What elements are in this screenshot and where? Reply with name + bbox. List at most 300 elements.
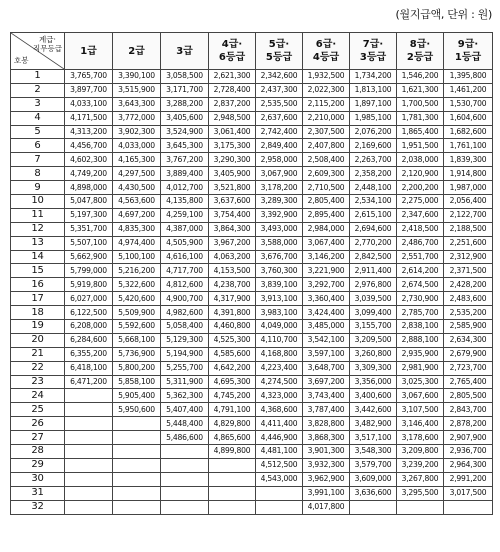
salary-cell: 4,259,100 (161, 208, 209, 222)
salary-cell: 5,799,000 (65, 264, 113, 278)
salary-cell (350, 500, 397, 514)
salary-cell: 3,579,700 (350, 458, 397, 472)
salary-cell: 2,742,400 (256, 125, 303, 139)
step-cell: 18 (11, 306, 65, 320)
salary-cell: 3,067,600 (397, 389, 444, 403)
salary-cell: 5,058,400 (161, 320, 209, 334)
salary-cell: 2,056,400 (444, 195, 493, 209)
salary-cell: 1,914,800 (444, 167, 493, 181)
salary-cell: 2,679,900 (444, 347, 493, 361)
salary-cell: 5,905,400 (113, 389, 161, 403)
salary-cell: 3,424,400 (303, 306, 350, 320)
salary-cell: 5,216,200 (113, 264, 161, 278)
salary-cell: 2,964,300 (444, 458, 493, 472)
salary-cell: 4,865,600 (209, 431, 256, 445)
table-row (11, 83, 493, 97)
salary-cell: 3,171,700 (161, 83, 209, 97)
salary-cell: 5,197,300 (65, 208, 113, 222)
step-cell: 13 (11, 236, 65, 250)
salary-cell: 2,115,200 (303, 97, 350, 111)
salary-cell: 3,542,100 (303, 333, 350, 347)
salary-cell: 3,493,000 (256, 222, 303, 236)
salary-cell: 2,849,400 (256, 139, 303, 153)
salary-cell: 3,107,500 (397, 403, 444, 417)
salary-cell: 3,839,100 (256, 278, 303, 292)
salary-cell: 3,932,300 (303, 458, 350, 472)
salary-cell: 4,697,200 (113, 208, 161, 222)
salary-cell: 3,178,600 (397, 431, 444, 445)
salary-cell: 5,362,300 (161, 389, 209, 403)
salary-cell: 5,255,700 (161, 361, 209, 375)
step-cell: 7 (11, 153, 65, 167)
salary-cell (209, 458, 256, 472)
salary-cell: 1,546,200 (397, 70, 444, 84)
salary-cell: 1,951,500 (397, 139, 444, 153)
salary-cell: 4,602,300 (65, 153, 113, 167)
salary-cell: 4,110,700 (256, 333, 303, 347)
salary-cell: 3,309,300 (350, 361, 397, 375)
salary-cell (65, 486, 113, 500)
header-row (11, 33, 493, 70)
salary-cell: 2,347,600 (397, 208, 444, 222)
salary-cell: 3,405,600 (161, 111, 209, 125)
step-cell: 30 (11, 472, 65, 486)
table-row (11, 195, 493, 209)
salary-cell: 3,067,400 (303, 236, 350, 250)
salary-cell: 4,313,200 (65, 125, 113, 139)
salary-cell: 4,033,000 (113, 139, 161, 153)
salary-cell: 4,899,800 (209, 445, 256, 459)
salary-cell (256, 486, 303, 500)
salary-cell: 4,460,800 (209, 320, 256, 334)
salary-cell: 4,512,500 (256, 458, 303, 472)
salary-cell: 3,289,300 (256, 195, 303, 209)
salary-cell: 5,420,600 (113, 292, 161, 306)
step-cell: 11 (11, 208, 65, 222)
salary-cell: 3,609,000 (350, 472, 397, 486)
salary-cell: 1,839,300 (444, 153, 493, 167)
salary-cell: 2,428,200 (444, 278, 493, 292)
salary-cell: 3,356,000 (350, 375, 397, 389)
step-cell: 8 (11, 167, 65, 181)
salary-cell: 4,165,300 (113, 153, 161, 167)
salary-cell: 3,400,600 (350, 389, 397, 403)
step-cell: 31 (11, 486, 65, 500)
salary-cell: 3,267,800 (397, 472, 444, 486)
salary-cell: 3,221,900 (303, 264, 350, 278)
step-cell: 28 (11, 445, 65, 459)
salary-cell: 3,754,400 (209, 208, 256, 222)
table-row (11, 236, 493, 250)
salary-cell: 2,981,900 (397, 361, 444, 375)
salary-cell: 2,878,200 (444, 417, 493, 431)
salary-cell: 1,734,200 (350, 70, 397, 84)
salary-cell: 3,765,700 (65, 70, 113, 84)
grade-header-3: 3급 (161, 33, 209, 70)
salary-cell (161, 458, 209, 472)
grade-header-8: 8급· 2등급 (397, 33, 444, 70)
table-row (11, 375, 493, 389)
salary-cell: 4,585,600 (209, 347, 256, 361)
grade-header-6: 6급· 4등급 (303, 33, 350, 70)
step-cell: 24 (11, 389, 65, 403)
salary-cell: 3,913,100 (256, 292, 303, 306)
salary-cell: 2,728,400 (209, 83, 256, 97)
salary-cell: 4,900,700 (161, 292, 209, 306)
salary-cell: 3,482,900 (350, 417, 397, 431)
salary-cell: 2,508,400 (303, 153, 350, 167)
table-row (11, 278, 493, 292)
salary-cell: 3,697,200 (303, 375, 350, 389)
salary-cell: 4,982,600 (161, 306, 209, 320)
table-row (11, 292, 493, 306)
salary-cell (209, 500, 256, 514)
step-cell: 32 (11, 500, 65, 514)
salary-cell: 3,787,400 (303, 403, 350, 417)
salary-cell: 2,843,700 (444, 403, 493, 417)
salary-cell: 2,122,700 (444, 208, 493, 222)
salary-cell: 4,063,200 (209, 250, 256, 264)
salary-cell: 5,858,100 (113, 375, 161, 389)
table-row (11, 431, 493, 445)
salary-cell: 3,405,900 (209, 167, 256, 181)
salary-cell: 3,637,600 (209, 195, 256, 209)
salary-cell: 4,411,400 (256, 417, 303, 431)
salary-cell: 3,058,500 (161, 70, 209, 84)
table-row (11, 500, 493, 514)
salary-cell: 3,962,900 (303, 472, 350, 486)
salary-cell: 4,745,200 (209, 389, 256, 403)
salary-cell: 2,694,600 (350, 222, 397, 236)
salary-cell: 4,171,500 (65, 111, 113, 125)
table-body (11, 70, 493, 515)
salary-cell: 3,292,700 (303, 278, 350, 292)
salary-cell: 1,781,300 (397, 111, 444, 125)
salary-cell (209, 486, 256, 500)
salary-cell: 2,407,800 (303, 139, 350, 153)
salary-cell: 3,209,500 (350, 333, 397, 347)
salary-cell: 2,615,100 (350, 208, 397, 222)
salary-cell: 5,311,900 (161, 375, 209, 389)
salary-table (10, 32, 493, 515)
step-cell: 10 (11, 195, 65, 209)
salary-cell: 2,120,900 (397, 167, 444, 181)
salary-cell: 4,974,400 (113, 236, 161, 250)
salary-cell: 3,991,100 (303, 486, 350, 500)
salary-cell: 4,481,100 (256, 445, 303, 459)
salary-cell: 4,642,200 (209, 361, 256, 375)
salary-cell: 3,645,300 (161, 139, 209, 153)
grade-header-2: 2급 (113, 33, 161, 70)
table-row (11, 181, 493, 195)
salary-cell: 4,391,800 (209, 306, 256, 320)
salary-cell: 2,169,600 (350, 139, 397, 153)
salary-cell: 3,175,300 (209, 139, 256, 153)
salary-cell: 2,251,600 (444, 236, 493, 250)
salary-cell: 5,407,400 (161, 403, 209, 417)
salary-cell (113, 486, 161, 500)
salary-cell: 2,958,000 (256, 153, 303, 167)
salary-cell: 1,761,100 (444, 139, 493, 153)
table-row (11, 167, 493, 181)
salary-cell: 4,829,800 (209, 417, 256, 431)
salary-cell: 4,446,900 (256, 431, 303, 445)
salary-cell: 5,662,900 (65, 250, 113, 264)
salary-cell: 3,648,700 (303, 361, 350, 375)
salary-cell: 3,146,400 (397, 417, 444, 431)
salary-cell: 4,317,900 (209, 292, 256, 306)
salary-cell: 3,485,000 (303, 320, 350, 334)
corner-label-grade: 계급· 직무등급 (33, 35, 62, 53)
salary-cell: 3,239,200 (397, 458, 444, 472)
salary-cell: 4,387,000 (161, 222, 209, 236)
salary-cell: 2,307,500 (303, 125, 350, 139)
table-row (11, 320, 493, 334)
salary-cell: 4,898,000 (65, 181, 113, 195)
salary-cell: 1,865,400 (397, 125, 444, 139)
table-row (11, 472, 493, 486)
salary-cell: 4,812,600 (161, 278, 209, 292)
salary-cell (113, 431, 161, 445)
salary-cell: 4,135,800 (161, 195, 209, 209)
salary-cell: 2,200,200 (397, 181, 444, 195)
salary-cell: 3,515,900 (113, 83, 161, 97)
salary-cell: 6,284,600 (65, 333, 113, 347)
grade-header-7: 7급· 3등급 (350, 33, 397, 70)
salary-cell (65, 417, 113, 431)
salary-cell: 4,323,000 (256, 389, 303, 403)
salary-cell: 4,616,100 (161, 250, 209, 264)
salary-cell: 5,592,600 (113, 320, 161, 334)
salary-cell (256, 500, 303, 514)
grade-header-1: 1급 (65, 33, 113, 70)
step-cell: 25 (11, 403, 65, 417)
table-row (11, 306, 493, 320)
grade-header-9: 9급· 1등급 (444, 33, 493, 70)
salary-cell: 6,355,200 (65, 347, 113, 361)
grade-header-4: 4급· 6등급 (209, 33, 256, 70)
salary-cell: 6,122,500 (65, 306, 113, 320)
corner-label-step: 호봉 (14, 56, 29, 65)
salary-cell: 2,907,900 (444, 431, 493, 445)
salary-cell: 3,390,100 (113, 70, 161, 84)
salary-cell: 5,100,100 (113, 250, 161, 264)
salary-cell: 2,895,400 (303, 208, 350, 222)
salary-cell (397, 500, 444, 514)
step-cell: 22 (11, 361, 65, 375)
salary-cell: 4,033,100 (65, 97, 113, 111)
salary-cell: 3,099,400 (350, 306, 397, 320)
table-row (11, 264, 493, 278)
table-row (11, 153, 493, 167)
salary-cell (161, 472, 209, 486)
salary-cell: 6,418,100 (65, 361, 113, 375)
step-cell: 4 (11, 111, 65, 125)
table-row (11, 389, 493, 403)
salary-cell: 2,535,200 (444, 306, 493, 320)
salary-cell: 4,505,900 (161, 236, 209, 250)
step-cell: 3 (11, 97, 65, 111)
step-cell: 2 (11, 83, 65, 97)
table-row (11, 125, 493, 139)
salary-cell: 1,604,600 (444, 111, 493, 125)
salary-cell: 4,238,700 (209, 278, 256, 292)
salary-cell: 2,976,800 (350, 278, 397, 292)
salary-cell: 2,312,900 (444, 250, 493, 264)
salary-cell: 4,717,700 (161, 264, 209, 278)
salary-cell: 3,897,700 (65, 83, 113, 97)
salary-cell: 2,936,700 (444, 445, 493, 459)
grade-header-5: 5급· 5등급 (256, 33, 303, 70)
step-cell: 17 (11, 292, 65, 306)
salary-cell: 2,805,400 (303, 195, 350, 209)
salary-cell (113, 445, 161, 459)
salary-cell: 2,188,500 (444, 222, 493, 236)
salary-cell: 4,049,000 (256, 320, 303, 334)
salary-cell: 3,295,500 (397, 486, 444, 500)
salary-cell: 2,534,100 (350, 195, 397, 209)
salary-cell: 5,668,100 (113, 333, 161, 347)
salary-cell: 3,868,300 (303, 431, 350, 445)
salary-cell (65, 500, 113, 514)
salary-cell: 3,767,200 (161, 153, 209, 167)
salary-cell: 2,935,900 (397, 347, 444, 361)
salary-cell: 4,749,200 (65, 167, 113, 181)
salary-cell (113, 472, 161, 486)
salary-cell: 2,486,700 (397, 236, 444, 250)
salary-cell: 4,368,600 (256, 403, 303, 417)
salary-cell (65, 445, 113, 459)
step-cell: 5 (11, 125, 65, 139)
salary-cell: 6,208,000 (65, 320, 113, 334)
salary-cell: 2,210,000 (303, 111, 350, 125)
salary-cell: 2,991,200 (444, 472, 493, 486)
salary-cell: 4,835,300 (113, 222, 161, 236)
salary-cell: 2,710,500 (303, 181, 350, 195)
salary-cell: 2,785,700 (397, 306, 444, 320)
salary-cell: 4,012,700 (161, 181, 209, 195)
salary-cell (113, 500, 161, 514)
step-cell: 19 (11, 320, 65, 334)
salary-cell: 3,902,300 (113, 125, 161, 139)
salary-cell: 5,950,600 (113, 403, 161, 417)
salary-cell: 1,897,100 (350, 97, 397, 111)
table-row (11, 347, 493, 361)
salary-cell: 4,695,300 (209, 375, 256, 389)
salary-cell: 3,864,300 (209, 222, 256, 236)
salary-cell: 4,563,600 (113, 195, 161, 209)
salary-cell: 2,730,900 (397, 292, 444, 306)
salary-cell: 3,017,500 (444, 486, 493, 500)
salary-cell (161, 486, 209, 500)
table-row (11, 250, 493, 264)
salary-cell: 3,597,100 (303, 347, 350, 361)
salary-cell: 5,322,600 (113, 278, 161, 292)
step-cell: 27 (11, 431, 65, 445)
salary-cell: 2,770,200 (350, 236, 397, 250)
salary-cell: 2,076,200 (350, 125, 397, 139)
salary-cell: 3,360,400 (303, 292, 350, 306)
salary-cell: 2,038,000 (397, 153, 444, 167)
salary-cell: 4,274,500 (256, 375, 303, 389)
salary-cell (161, 445, 209, 459)
salary-cell: 2,723,700 (444, 361, 493, 375)
salary-cell: 2,483,600 (444, 292, 493, 306)
table-row (11, 361, 493, 375)
salary-cell: 3,760,300 (256, 264, 303, 278)
salary-cell: 1,932,500 (303, 70, 350, 84)
table-row (11, 70, 493, 84)
step-cell: 15 (11, 264, 65, 278)
salary-cell: 3,061,400 (209, 125, 256, 139)
salary-cell: 2,358,200 (350, 167, 397, 181)
salary-cell: 2,418,500 (397, 222, 444, 236)
salary-cell: 1,395,800 (444, 70, 493, 84)
salary-cell (65, 403, 113, 417)
salary-cell (65, 389, 113, 403)
salary-cell (444, 500, 493, 514)
salary-cell: 1,621,300 (397, 83, 444, 97)
salary-cell: 5,194,900 (161, 347, 209, 361)
salary-cell: 2,371,500 (444, 264, 493, 278)
salary-cell: 2,838,100 (397, 320, 444, 334)
salary-cell: 2,609,300 (303, 167, 350, 181)
salary-cell: 3,025,300 (397, 375, 444, 389)
salary-cell: 2,948,500 (209, 111, 256, 125)
salary-cell: 4,791,100 (209, 403, 256, 417)
salary-cell (161, 500, 209, 514)
salary-cell: 3,521,800 (209, 181, 256, 195)
salary-cell (65, 472, 113, 486)
salary-cell: 3,260,800 (350, 347, 397, 361)
salary-cell: 2,637,600 (256, 111, 303, 125)
salary-cell: 2,535,500 (256, 97, 303, 111)
salary-cell: 3,290,300 (209, 153, 256, 167)
salary-cell: 2,585,900 (444, 320, 493, 334)
salary-cell: 4,223,400 (256, 361, 303, 375)
step-cell: 29 (11, 458, 65, 472)
step-cell: 26 (11, 417, 65, 431)
salary-cell: 3,772,000 (113, 111, 161, 125)
step-cell: 16 (11, 278, 65, 292)
step-cell: 6 (11, 139, 65, 153)
salary-cell: 4,543,000 (256, 472, 303, 486)
salary-cell: 5,800,200 (113, 361, 161, 375)
salary-cell: 2,805,500 (444, 389, 493, 403)
salary-cell: 3,889,400 (161, 167, 209, 181)
salary-cell: 1,985,100 (350, 111, 397, 125)
salary-cell: 3,288,200 (161, 97, 209, 111)
salary-cell: 3,067,900 (256, 167, 303, 181)
salary-cell (113, 458, 161, 472)
salary-cell: 2,984,000 (303, 222, 350, 236)
salary-cell: 3,178,200 (256, 181, 303, 195)
salary-cell: 2,765,400 (444, 375, 493, 389)
salary-cell: 5,509,900 (113, 306, 161, 320)
salary-cell: 5,351,700 (65, 222, 113, 236)
salary-cell: 5,047,800 (65, 195, 113, 209)
salary-cell: 5,919,800 (65, 278, 113, 292)
salary-cell: 4,153,500 (209, 264, 256, 278)
salary-cell: 3,392,900 (256, 208, 303, 222)
salary-cell: 5,486,600 (161, 431, 209, 445)
table-row (11, 222, 493, 236)
corner-header-cell (11, 33, 65, 70)
salary-cell: 3,517,100 (350, 431, 397, 445)
salary-cell (65, 431, 113, 445)
salary-cell: 3,146,200 (303, 250, 350, 264)
salary-cell: 3,588,000 (256, 236, 303, 250)
